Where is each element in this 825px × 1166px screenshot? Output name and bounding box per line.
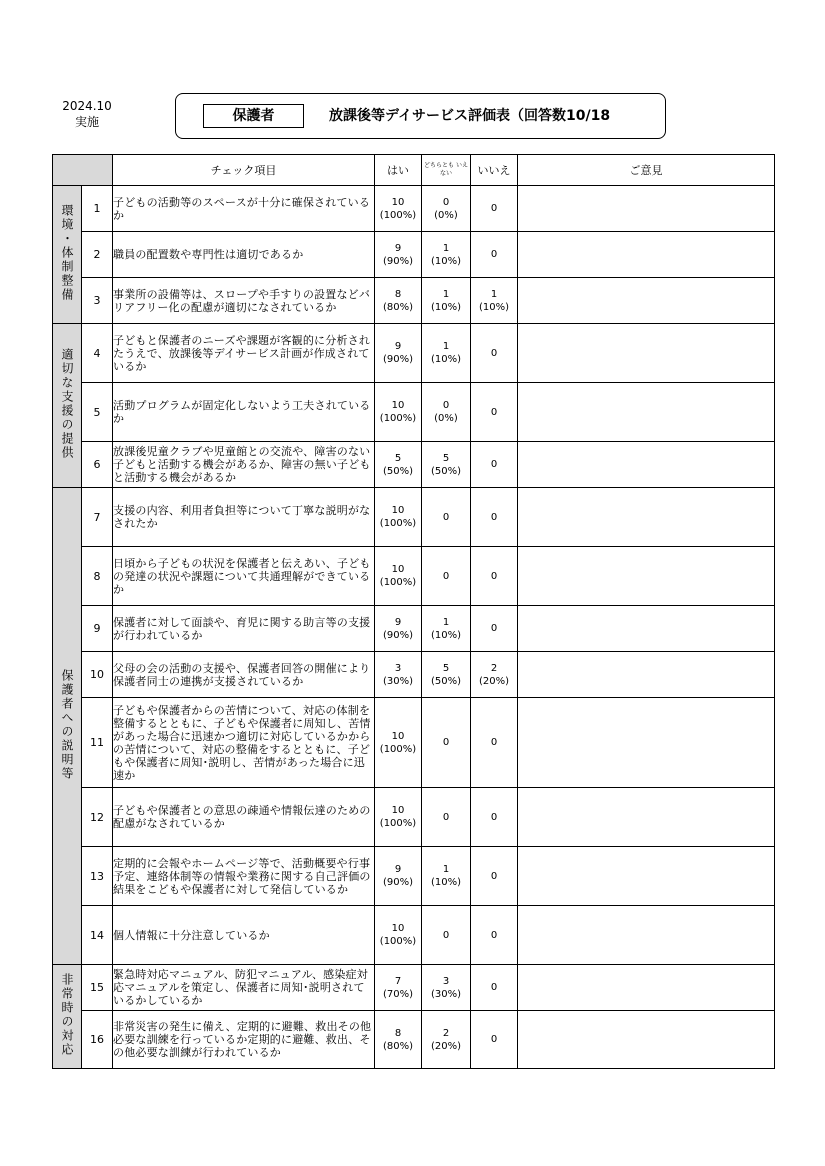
table-row [53,788,775,847]
table-row [53,383,775,442]
answer-no [471,186,518,232]
answer-neither-percent: (10%) [430,354,462,365]
item-number: 6 [82,442,113,488]
opinion-cell [518,324,775,383]
answer-neither [422,488,471,547]
answer-no-count: 0 [490,347,498,359]
item-number: 1 [82,186,113,232]
answer-no-count: 1 [490,288,498,300]
item-number: 15 [82,965,113,1011]
answer-no [471,847,518,906]
opinion-cell [518,383,775,442]
answer-yes-percent: (50%) [382,465,414,477]
opinion-cell [518,278,775,324]
answer-neither [422,232,471,278]
answer-no [471,1011,518,1069]
answer-neither-percent: (30%) [430,988,462,1000]
check-item-text: 活動プログラムが固定化しないよう工夫されているか [113,383,375,442]
category-cell [53,488,82,965]
answer-neither-count: 2 [442,1027,450,1039]
answer-no-percent: (10%) [478,301,510,313]
answer-yes [375,547,422,606]
opinion-cell [518,847,775,906]
answer-no [471,788,518,847]
answer-neither [422,788,471,847]
answer-yes [375,652,422,698]
check-item-text: 保護者に対して面談や、育児に関する助言等の支援が行われているか [113,606,375,652]
answer-yes [375,606,422,652]
answer-yes [375,698,422,788]
answer-yes-count: 10 [391,730,405,742]
answer-no-count: 0 [490,623,498,634]
category-label: 適切な支援の提供 [60,348,74,460]
answer-neither-count: 0 [442,196,450,208]
answer-yes-percent: (30%) [382,675,414,687]
check-item-text: 子どもや保護者からの苦情について、対応の体制を整備するとともに、子どもや保護者に周知し、苦情があった場合に迅速かつ適切に対応しているかからの苦情について、対応の整備をするとともに、子どもや保護者に周知･説明し、苦情があった場合に迅速か [113,698,375,788]
answer-neither-count: 0 [442,737,450,748]
check-item-text: 定期的に会報やホームページ等で、活動概要や行事予定、連絡体制等の情報や業務に関する自己評価の結果をこどもや保護者に対して発信しているか [113,847,375,906]
answer-yes [375,1011,422,1069]
answer-no-count: 0 [490,870,498,882]
answer-yes-count: 8 [394,288,402,300]
answer-neither [422,442,471,488]
answer-yes [375,965,422,1011]
answer-no [471,383,518,442]
answer-neither [422,1011,471,1069]
category-cell [53,965,82,1069]
answer-yes [375,186,422,232]
table-row [53,186,775,232]
category-label: 保護者への説明等 [60,668,74,781]
answer-no [471,278,518,324]
answer-yes [375,442,422,488]
respondent-badge: 保護者 [203,104,304,128]
item-number: 12 [82,788,113,847]
opinion-cell [518,442,775,488]
answer-neither [422,547,471,606]
answer-yes-count: 10 [391,196,405,208]
survey-date [52,98,122,130]
answer-yes-percent: (100%) [379,936,417,947]
header-blank [53,155,113,186]
check-item-text: 子どもと保護者のニーズや課題が客観的に分析されたうえで、放課後等デイサービス計画が作成されているか [113,324,375,383]
answer-yes-count: 10 [391,805,405,816]
answer-neither-count: 0 [442,400,450,411]
answer-neither [422,606,471,652]
opinion-cell [518,652,775,698]
answer-no-count: 2 [490,662,498,674]
date-text: 2024.10 [62,99,112,113]
page-title: 放課後等デイサービス評価表（回答数10/18 [329,108,611,124]
item-number: 13 [82,847,113,906]
check-item-text: 放課後児童クラブや児童館との交流や、障害のない子どもと活動する機会があるか、障害の無い子どもと活動する機会があるか [113,442,375,488]
opinion-cell [518,1011,775,1069]
answer-no-count: 0 [490,1034,498,1045]
answer-no-count: 0 [490,737,498,748]
answer-neither [422,698,471,788]
answer-neither-percent: (10%) [430,301,462,313]
answer-yes-percent: (90%) [382,877,414,888]
answer-yes-count: 5 [394,452,402,464]
answer-yes-count: 9 [394,864,402,875]
answer-neither-percent: (50%) [430,465,462,477]
opinion-cell [518,488,775,547]
answer-no-count: 0 [490,406,498,418]
answer-neither [422,847,471,906]
table-row [53,698,775,788]
answer-no [471,488,518,547]
answer-neither [422,906,471,965]
check-item-text: 緊急時対応マニュアル、防犯マニュアル、感染症対応マニュアルを策定し、保護者に周知･説明されているかしているか [113,965,375,1011]
answer-no [471,652,518,698]
answer-yes-count: 3 [394,662,402,674]
answer-neither [422,383,471,442]
answer-neither-count: 0 [442,570,450,582]
answer-yes [375,847,422,906]
check-item-text: 非常災害の発生に備え、定期的に避難、救出その他必要な訓練を行っているか定期的に避難、救出、その他必要な訓練が行われているか [113,1011,375,1069]
answer-neither-count: 1 [442,616,450,628]
evaluation-table [52,154,775,1069]
answer-yes [375,324,422,383]
answer-no-count: 0 [490,511,498,523]
category-label: 非常時の対応 [60,973,74,1057]
answer-yes-percent: (90%) [382,629,414,641]
title-box [175,93,666,139]
check-item-text: 個人情報に十分注意しているか [113,906,375,965]
answer-yes-percent: (100%) [379,818,417,829]
answer-no-count: 0 [490,249,498,260]
answer-yes-percent: (100%) [379,518,417,529]
answer-yes [375,278,422,324]
category-cell [53,186,82,324]
table-row [53,488,775,547]
answer-yes-count: 9 [394,341,402,352]
answer-yes-percent: (90%) [382,255,414,267]
answer-neither [422,324,471,383]
answer-yes-count: 9 [394,242,402,254]
answer-neither-count: 0 [442,929,450,941]
answer-neither-count: 1 [442,864,450,875]
opinion-cell [518,232,775,278]
table-row [53,847,775,906]
answer-neither-count: 1 [442,242,450,254]
answer-yes-count: 10 [391,564,405,575]
answer-neither-count: 1 [442,288,450,300]
item-number: 2 [82,232,113,278]
check-item-text: 父母の会の活動の支援や、保護者回答の開催により保護者同士の連携が支援されているか [113,652,375,698]
answer-no-count: 0 [490,459,498,470]
answer-yes-percent: (100%) [379,413,417,424]
opinion-cell [518,698,775,788]
item-number: 7 [82,488,113,547]
category-cell [53,324,82,488]
answer-yes [375,383,422,442]
answer-neither-count: 0 [442,511,450,523]
answer-yes-count: 9 [394,616,402,628]
answer-neither-percent: (10%) [430,629,462,641]
answer-no [471,324,518,383]
answer-no [471,698,518,788]
table-row [53,547,775,606]
answer-yes-percent: (100%) [379,577,417,588]
answer-neither-percent: (0%) [434,209,458,221]
answer-neither-count: 5 [442,662,450,674]
header-neither: どちらとも いえない [422,155,471,186]
answer-neither-count: 5 [442,452,450,464]
item-number: 16 [82,1011,113,1069]
item-number: 3 [82,278,113,324]
opinion-cell [518,606,775,652]
table-row [53,1011,775,1069]
answer-yes-count: 10 [391,400,405,411]
opinion-cell [518,788,775,847]
answer-no-count: 0 [490,203,498,214]
category-label: 環境・体制整備 [60,204,74,302]
table-row [53,652,775,698]
check-item-text: 職員の配置数や専門性は適切であるか [113,232,375,278]
table-row [53,965,775,1011]
item-number: 8 [82,547,113,606]
answer-yes [375,488,422,547]
answer-yes-count: 7 [394,975,402,987]
answer-no [471,965,518,1011]
answer-yes-percent: (100%) [379,743,417,755]
item-number: 14 [82,906,113,965]
answer-no [471,606,518,652]
item-number: 11 [82,698,113,788]
answer-neither-percent: (50%) [430,675,462,687]
answer-yes [375,788,422,847]
answer-no [471,232,518,278]
opinion-cell [518,186,775,232]
answer-neither-percent: (10%) [430,255,462,267]
answer-neither-percent: (0%) [434,413,458,424]
check-item-text: 子どもの活動等のスペースが十分に確保されているか [113,186,375,232]
answer-yes-percent: (90%) [382,354,414,365]
header-check-items: チェック項目 [113,155,375,186]
answer-neither [422,965,471,1011]
item-number: 9 [82,606,113,652]
header-opinion: ご意見 [518,155,775,186]
answer-neither [422,186,471,232]
table-row [53,324,775,383]
table-row [53,606,775,652]
answer-yes-percent: (100%) [379,209,417,221]
table-row [53,442,775,488]
answer-neither [422,652,471,698]
check-item-text: 子どもや保護者との意思の疎通や情報伝達のための配慮がなされているか [113,788,375,847]
answer-yes [375,906,422,965]
answer-yes-percent: (80%) [382,1040,414,1052]
answer-no-count: 0 [490,982,498,993]
item-number: 5 [82,383,113,442]
check-item-text: 支援の内容、利用者負担等について丁寧な説明がなされたか [113,488,375,547]
answer-yes-percent: (70%) [382,988,414,1000]
answer-neither [422,278,471,324]
answer-no [471,547,518,606]
implemented-text: 実施 [74,115,99,129]
opinion-cell [518,965,775,1011]
answer-neither-percent: (10%) [430,877,462,888]
answer-no-percent: (20%) [478,675,510,687]
header-no: いいえ [471,155,518,186]
answer-yes-count: 10 [391,923,405,934]
answer-neither-count: 1 [442,341,450,352]
answer-no-count: 0 [490,811,498,823]
check-item-text: 事業所の設備等は、スロープや手すりの設置などバリアフリー化の配慮が適切になされているか [113,278,375,324]
answer-yes-count: 10 [391,505,405,516]
table-row [53,906,775,965]
answer-neither-count: 3 [442,975,450,987]
answer-no [471,906,518,965]
table-row [53,232,775,278]
opinion-cell [518,547,775,606]
opinion-cell [518,906,775,965]
answer-neither-count: 0 [442,811,450,823]
answer-yes-count: 8 [394,1027,402,1039]
answer-no [471,442,518,488]
answer-neither-percent: (20%) [430,1040,462,1052]
answer-no-count: 0 [490,929,498,941]
table-row [53,278,775,324]
answer-yes [375,232,422,278]
header-yes: はい [375,155,422,186]
answer-no-count: 0 [490,570,498,582]
header-row [53,155,775,186]
item-number: 10 [82,652,113,698]
item-number: 4 [82,324,113,383]
check-item-text: 日頃から子どもの状況を保護者と伝えあい、子どもの発達の状況や課題について共通理解ができているか [113,547,375,606]
answer-yes-percent: (80%) [382,301,414,313]
